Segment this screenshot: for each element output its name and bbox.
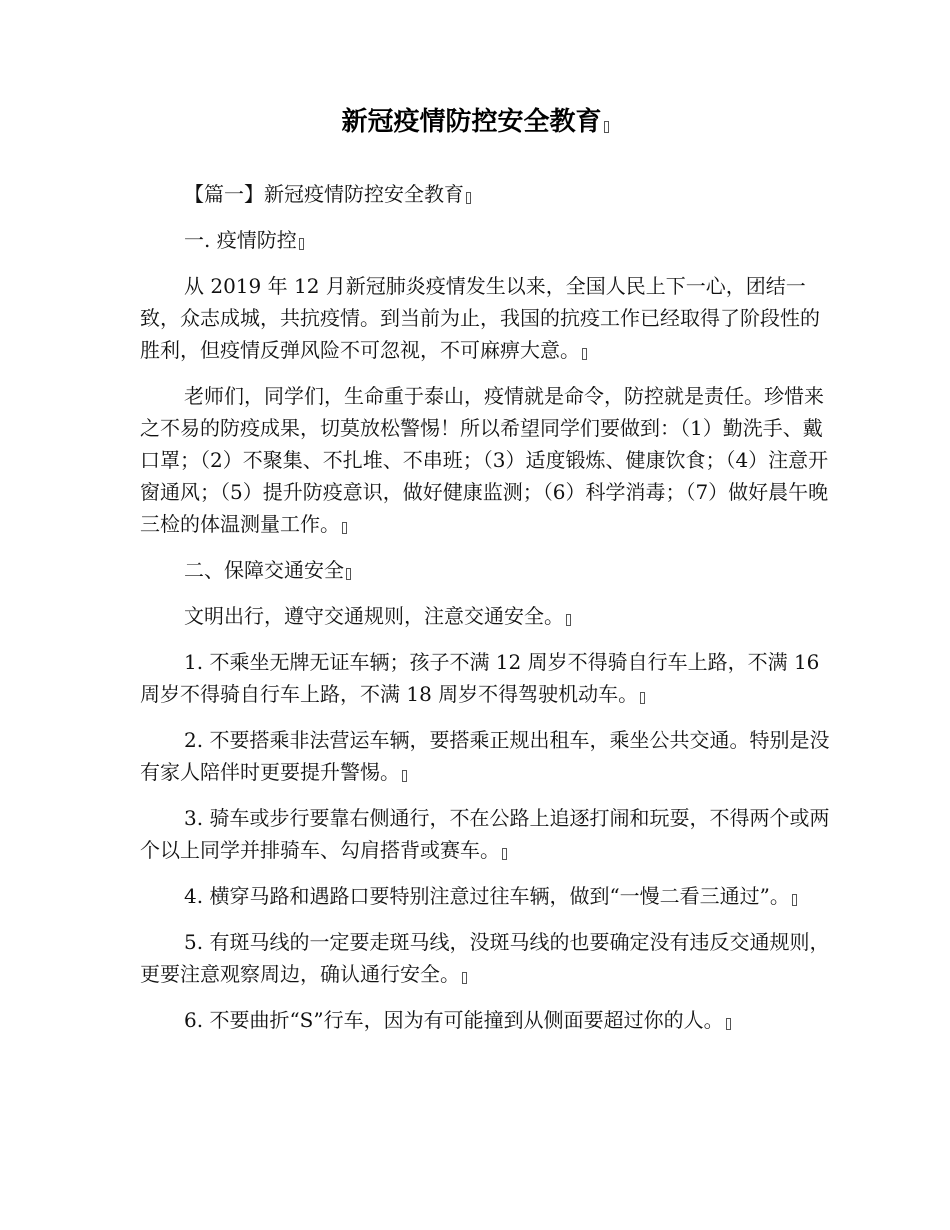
paragraph-mark-icon xyxy=(466,192,471,204)
paragraph-mark-icon xyxy=(299,238,304,250)
paragraph-mark-icon xyxy=(342,522,347,534)
section-heading-traffic xyxy=(140,554,830,586)
paragraph-mark-icon xyxy=(792,894,797,906)
paragraph-mark-icon xyxy=(582,348,587,360)
list-item xyxy=(140,880,830,912)
paragraph-mark-icon xyxy=(346,568,351,580)
paragraph-mark-icon xyxy=(640,692,645,704)
paragraph-text: 5. 有斑马线的一定要走斑马线，没斑马线的也要确定没有违反交通规则，更要注意观察周边，确认通行安全。 xyxy=(140,930,830,986)
paragraph-mark-icon xyxy=(462,972,467,984)
paragraph-text: 老师们，同学们，生命重于泰山，疫情就是命令，防控就是责任。珍惜来之不易的防疫成果，切莫放松警惕！所以希望同学们要做到：（1）勤洗手、戴口罩；（2）不聚集、不扎堆、不串班；（3）适度锻炼、健康饮食；（4）注意开窗通风；（5）提升防疫意识，做好健康监测；（6）科学消毒；（7）做好晨午晚三检的体温测量工作。 xyxy=(140,384,829,536)
paragraph-mark-icon xyxy=(726,1018,731,1030)
paragraph-mark-icon xyxy=(502,848,507,860)
section-heading-part-one xyxy=(140,178,830,210)
paragraph-text: 6. 不要曲折“S”行车，因为有可能撞到从侧面要超过你的人。 xyxy=(184,1008,724,1032)
paragraph-mark-icon xyxy=(604,121,609,133)
paragraph-text: 2. 不要搭乘非法营运车辆，要搭乘正规出租车，乘坐公共交通。特别是没有家人陪伴时更要提升警惕。 xyxy=(140,728,830,784)
paragraph-text: 文明出行，遵守交通规则，注意交通安全。 xyxy=(184,604,564,628)
paragraph-mark-icon xyxy=(566,614,571,626)
paragraph-text: 【篇一】新冠疫情防控安全教育 xyxy=(184,182,464,206)
paragraph xyxy=(140,380,830,540)
list-item xyxy=(140,1004,830,1036)
paragraph-text: 二、保障交通安全 xyxy=(184,558,344,582)
document-body xyxy=(140,178,830,1050)
title-text: 新冠疫情防控安全教育 xyxy=(341,107,602,137)
paragraph-text: 3. 骑车或步行要靠右侧通行，不在公路上追逐打闹和玩耍，不得两个或两个以上同学并排骑车、勾肩搭背或赛车。 xyxy=(140,806,830,862)
paragraph-text: 一. 疫情防控 xyxy=(184,228,297,252)
paragraph xyxy=(140,270,830,366)
paragraph-text: 1. 不乘坐无牌无证车辆；孩子不满 12 周岁不得骑自行车上路，不满 16 周岁不得骑自行车上路，不满 18 周岁不得驾驶机动车。 xyxy=(140,650,820,706)
paragraph-mark-icon xyxy=(402,770,407,782)
list-item xyxy=(140,646,830,710)
section-heading-epidemic xyxy=(140,224,830,256)
list-item xyxy=(140,926,830,990)
list-item xyxy=(140,724,830,788)
list-item xyxy=(140,802,830,866)
paragraph-text: 4. 横穿马路和遇路口要特别注意过往车辆，做到“一慢二看三通过”。 xyxy=(184,884,790,908)
paragraph-text: 从 2019 年 12 月新冠肺炎疫情发生以来，全国人民上下一心，团结一致，众志成城，共抗疫情。到当前为止，我国的抗疫工作已经取得了阶段性的胜利，但疫情反弹风险不可忽视，不可麻痹大意。 xyxy=(140,274,820,362)
document-title xyxy=(0,104,950,140)
paragraph xyxy=(140,600,830,632)
